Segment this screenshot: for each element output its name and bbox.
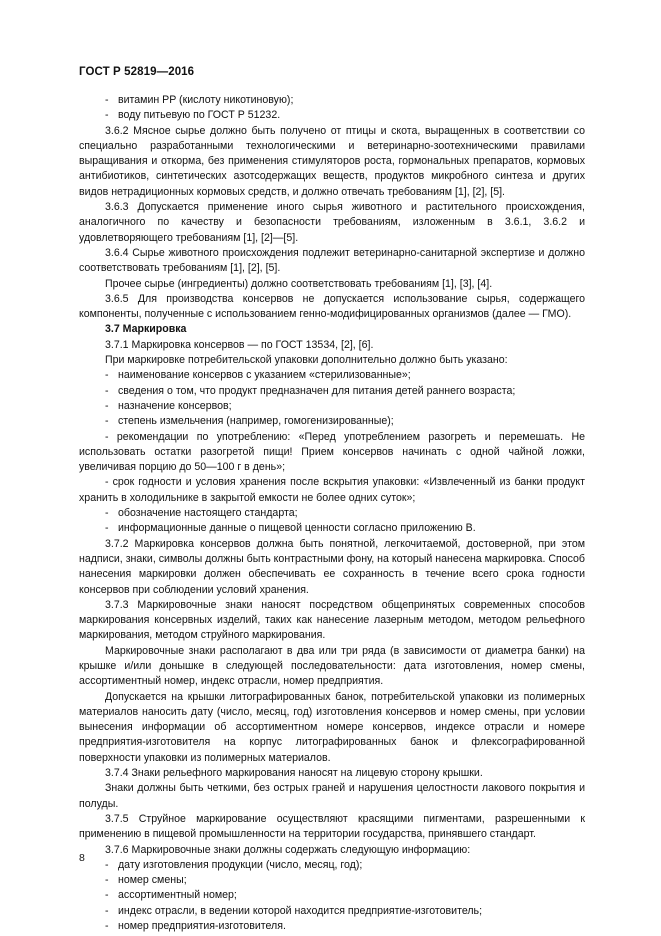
paragraph: - рекомендации по употреблению: «Перед употреблением разогреть и перемешать. Не использовать остатки разогретой пищи! Прием консервов начинать с одной чайной ложки, увеличивая порцию до 50—100 г в день»; <box>79 430 585 474</box>
list-item <box>79 384 585 399</box>
list-item <box>79 858 585 873</box>
paragraph: 3.7.5 Струйное маркирование осуществляют красящими пигментами, разрешенными к применению в пищевой промышленности на территории государства, принявшего стандарт. <box>79 812 585 841</box>
list-dash: - <box>105 109 109 122</box>
list-item-text: воду питьевую по ГОСТ Р 51232. <box>118 109 281 122</box>
list-dash: - <box>105 874 109 887</box>
list-item <box>79 399 585 414</box>
paragraph: Прочее сырье (ингредиенты) должно соответствовать требованиям [1], [3], [4]. <box>105 277 493 290</box>
list-item-text: назначение консервов; <box>118 399 232 412</box>
paragraph: Знаки должны быть четкими, без острых граней и нарушения целостности лакового покрытия и полуды. <box>79 782 585 810</box>
list-item <box>79 368 585 383</box>
paragraph: 3.6.2 Мясное сырье должно быть получено от птицы и скота, выращенных в соответствии со специально разработанными технологическими и ветеринарно-зоотехническими правилами выращивания и откорма, без применения стимуляторов роста, гормональных препаратов, кормовых антибиотиков, синтетических азотсодержащих веществ, продуктов микробного синтеза и других видов нетрадиционных кормовых средств, и должно отвечать требованиям [1], [2], [5]. <box>79 124 585 198</box>
list-dash: - <box>105 904 109 917</box>
list-dash: - <box>105 94 109 106</box>
list-item-text: сведения о том, что продукт предназначен для питания детей раннего возраста; <box>118 384 516 397</box>
paragraph: - срок годности и условия хранения после вскрытия упаковки: «Извлеченный из банки продукт хранить в холодильнике в закрытой емкости не более одних суток»; <box>79 476 585 504</box>
paragraph: 3.6.3 Допускается применение иного сырья животного и растительного происхождения, аналогичного по качеству и безопасности требованиям, изложенным в 3.6.1, 3.6.2 и удовлетворяющего требованиям [1], [2]—[5]. <box>79 201 585 244</box>
list-item-text: ассортиментный номер; <box>118 889 237 902</box>
list-dash: - <box>105 399 109 412</box>
list-item <box>79 904 585 919</box>
list-dash: - <box>105 858 109 871</box>
list-item-text: витамин PP (кислоту никотиновую); <box>118 94 294 106</box>
paragraph: 3.7.4 Знаки рельефного маркирования наносят на лицевую сторону крышки. <box>105 767 483 780</box>
list-item <box>79 414 585 429</box>
page-number: 8 <box>79 852 85 864</box>
list-item <box>79 506 585 521</box>
list-item <box>79 108 585 123</box>
paragraph: 3.7.1 Маркировка консервов — по ГОСТ 13534, [2], [6]. <box>105 338 374 351</box>
list-item <box>79 521 585 536</box>
paragraph: Маркировочные знаки располагают в два или три ряда (в зависимости от диаметра банки) на крышке и/или донышке в следующей последовательности: дата изготовления, номер смены, ассортиментный номер, индекс отрасли, номер предприятия. <box>79 644 585 688</box>
list-item-text: номер предприятия-изготовителя. <box>118 920 286 933</box>
list-item-text: дату изготовления продукции (число, месяц, год); <box>118 858 363 871</box>
list-item-text: обозначение настоящего стандарта; <box>118 507 298 520</box>
paragraph: 3.7.2 Маркировка консервов должна быть понятной, легкочитаемой, достоверной, при этом надписи, знаки, символы должны быть контрастными фону, на который нанесена маркировка. Способ нанесения маркировки должен обеспечивать ее сохранность в течение всего срока годности консервов при соблюдении условий хранения. <box>79 537 585 596</box>
paragraph: 3.6.4 Сырье животного происхождения подлежит ветеринарно-санитарной экспертизе и должно соответствовать требованиям [1], [2], [5]. <box>79 246 585 275</box>
list-item <box>79 873 585 888</box>
list-dash: - <box>105 889 109 902</box>
list-item-text: наименование консервов с указанием «стерилизованные»; <box>118 369 411 382</box>
paragraph: При маркировке потребительской упаковки дополнительно должно быть указано: <box>105 354 508 367</box>
list-item-text: индекс отрасли, в ведении которой находится предприятие-изготовитель; <box>118 904 483 917</box>
list-item-text: степень измельчения (например, гомогенизированные); <box>118 415 394 428</box>
section-heading: 3.7 Маркировка <box>105 323 187 336</box>
list-item <box>79 93 585 108</box>
list-dash: - <box>105 415 109 428</box>
list-item <box>79 888 585 903</box>
paragraph: Допускается на крышки литографированных банок, потребительской упаковки из полимерных материалов наносить дату (число, месяц, год) изготовления консервов и номер смены, при условии вынесения информации об ассортиментном номере консервов, индексе отрасли и номере предприятия-изготовителя на корпус литографированных банок и флексографированной поверхности упаковки из полимерных материалов. <box>79 690 585 764</box>
paragraph: 3.7.3 Маркировочные знаки наносят посредством общепринятых современных способов маркирования консервных изделий, таких как нанесение лазерным методом, методом рельефного маркирования, методом струйного маркирования. <box>79 598 585 642</box>
document-body <box>79 93 585 934</box>
page-header: ГОСТ Р 52819—2016 <box>79 66 195 78</box>
paragraph: 3.6.5 Для производства консервов не допускается использование сырья, содержащего компоненты, полученные с использованием генно-модифицированных организмов (далее — ГМО). <box>79 292 585 321</box>
list-item-text: номер смены; <box>118 874 187 887</box>
list-dash: - <box>105 384 109 397</box>
list-dash: - <box>105 507 109 520</box>
list-item-text: информационные данные о пищевой ценности согласно приложению В. <box>118 522 476 535</box>
list-item <box>79 919 585 934</box>
list-dash: - <box>105 522 109 535</box>
list-dash: - <box>105 369 109 382</box>
list-dash: - <box>105 920 109 933</box>
paragraph: 3.7.6 Маркировочные знаки должны содержать следующую информацию: <box>105 843 471 856</box>
